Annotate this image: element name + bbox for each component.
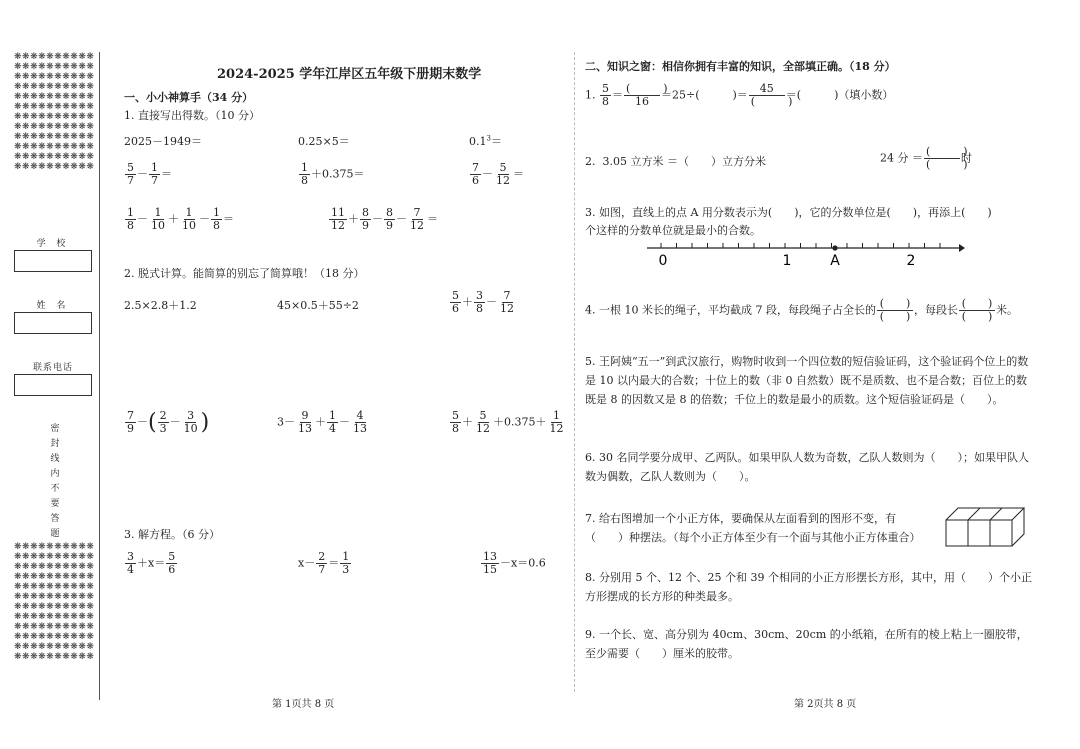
q1b: 0.25×5＝ [298,135,350,148]
q3a: $\frac{3}{4}$ ＋x＝ $\frac{5}{6}$ [127,550,176,576]
p2-q1: 1. $\frac{5}{8}$ ＝ $\frac{( )}{16}$ ＝25÷( )＝ $\frac{45}{( )}$ ＝( )（填小数） [585,82,894,108]
binding-divider [99,52,100,700]
seal-char: 答 [50,514,60,524]
seal-line-notice [48,422,62,542]
school-label: 学 校 [36,239,70,249]
q1c: $0.1^3=$ [469,134,502,148]
phone-label: 联系电话 [32,363,73,373]
exam-title: 2024-2025 学年江岸区五年级下册期末数学 [217,67,482,82]
p2-q5: 5. 王阿姨“五一”到武汉旅行，购物时收到一个四位数的短信验证码，这个验证码个位上的数是 10 以内最大的合数；十位上的数（非 0 自然数）既不是质数、也不是合数；百位上的数既是 8 的因数又是 8 的倍数；千位上的数是最小的质数。这个短信验证码是（ ）。 [585,355,1029,406]
seal-char: 内 [50,469,60,479]
decorative-border-bottom: ❋❋❋❋❋❋❋❋❋❋❋❋❋❋❋❋❋❋❋❋❋❋❋❋❋❋❋❋❋❋❋❋❋❋❋❋❋❋❋❋❋❋❋❋❋❋❋❋❋❋❋❋❋❋❋❋❋❋❋❋❋❋❋❋❋❋❋❋❋❋❋❋❋❋❋❋❋❋❋❋❋❋❋❋❋❋❋❋❋❋❋❋❋❋❋❋❋❋❋❋❋❋❋❋❋❋❋❋❋❋❋❋❋❋❋❋❋❋❋❋ [14,542,95,662]
name-field[interactable] [14,312,92,334]
p2-q8: 8. 分别用 5 个、12 个、25 个和 39 个相同的小正方形摆长方形，其中，用（ ）个小正方形摆成的长方形的种类最多。 [585,571,1032,603]
q2e: 3－ $\frac{9}{13}$ ＋ $\frac{1}{4}$ － $\frac{4}{13}$ [277,409,367,435]
q2c: $\frac{5}{6}$ ＋ $\frac{3}{8}$ － $\frac{7}{12}$ [452,289,514,315]
seal-char: 线 [50,454,60,464]
p2-q2: 2. 3.05 立方米 ＝（ ）立方分米 [585,155,766,168]
p2-q3-line2: 个这样的分数单位就是最小的合数。 [585,224,761,237]
binding-strip [14,52,98,700]
cube-stack-figure [944,504,1026,550]
q1h: $\frac{11}{12}$ ＋ $\frac{8}{9}$ － $\frac{8}{9}$ － $\frac{7}{12}$ ＝ [331,206,438,232]
page-divider [574,52,575,692]
school-field[interactable] [14,250,92,272]
p2-q4: 4. 一根 10 米长的绳子，平均截成 7 段，每段绳子占全长的 $\frac{( )}{( )}$ ，每段长 $\frac{( )}{( )}$ 米。 [585,297,1018,323]
numline-label-0: 0 [658,253,668,266]
q2d: $\frac{7}{9}$ －( $\frac{2}{3}$ － $\frac{3}{10}$ ) [127,409,210,435]
p2-q9: 9. 一个长、宽、高分别为 40cm、30cm、20cm 的小纸箱，在所有的棱上粘上一圈胶带，至少需要（ ）厘米的胶带。 [585,628,1028,660]
q2f: $\frac{5}{8}$ ＋ $\frac{5}{12}$ ＋0.375＋ $\frac{1}{12}$ [452,409,564,435]
number-line [645,238,965,266]
q2a: 2.5×2.8＋1.2 [124,299,197,312]
seal-char: 封 [50,439,60,449]
p2-q6: 6. 30 名同学要分成甲、乙两队。如果甲队人数为奇数，乙队人数则为（ ）；如果甲队人数为偶数，乙队人数则为（ ）。 [585,451,1029,483]
page2-footer: 第 2页共 8 页 [794,699,857,710]
section1-heading: 一、小小神算手（34 分） [124,91,254,104]
numline-label-2: 2 [906,253,916,266]
phone-field[interactable] [14,374,92,396]
p2-q2-right: 24 分 ＝ $\frac{( )}{( )}$ 时 [880,145,972,171]
q2-heading: 2. 脱式计算。能简算的别忘了简算哦！（18 分） [124,267,365,280]
numline-label-a: A [830,253,840,266]
q1f: $\frac{7}{6}$ － $\frac{5}{12}$ ＝ [472,161,524,187]
q1-heading: 1. 直接写出得数。（10 分） [124,109,260,122]
p2-q7-line1: 7. 给右图增加一个小正方体，要确保从左面看到的图形不变，有 [585,512,896,525]
q1e: $\frac{1}{8}$ ＋0.375＝ [301,161,365,187]
q3-heading: 3. 解方程。（6 分） [124,528,220,541]
numline-label-1: 1 [782,253,792,266]
q3b: x－ $\frac{2}{7}$ ＝ $\frac{1}{3}$ [298,550,350,576]
page1-footer: 第 1页共 8 页 [272,699,335,710]
q2b: 45×0.5＋55÷2 [277,299,359,312]
seal-char: 题 [50,529,60,539]
section2-heading: 二、知识之窗：相信你拥有丰富的知识，全部填正确。（18 分） [585,60,896,73]
q1a: 2025－1949＝ [124,135,202,148]
name-label: 姓 名 [36,301,70,311]
q3c: $\frac{13}{15}$ －x＝0.6 [483,550,546,576]
decorative-border-top: ❋❋❋❋❋❋❋❋❋❋❋❋❋❋❋❋❋❋❋❋❋❋❋❋❋❋❋❋❋❋❋❋❋❋❋❋❋❋❋❋❋❋❋❋❋❋❋❋❋❋❋❋❋❋❋❋❋❋❋❋❋❋❋❋❋❋❋❋❋❋❋❋❋❋❋❋❋❋❋❋❋❋❋❋❋❋❋❋❋❋❋❋❋❋❋❋❋❋❋❋❋❋❋❋❋❋❋❋❋❋❋❋❋❋❋❋❋❋❋❋ [14,52,95,172]
q1g: $\frac{1}{8}$ － $\frac{1}{10}$ ＋ $\frac{1}{10}$ － $\frac{1}{8}$ ＝ [127,206,234,232]
seal-char: 密 [50,424,60,434]
p2-q3-line1: 3. 如图，直线上的点 A 用分数表示为( )，它的分数单位是( )，再添上( ) [585,206,992,219]
seal-char: 要 [50,499,60,509]
p2-q7-line2: （ ）种摆法。（每个小正方体至少有一个面与其他小正方体重合） [585,531,921,544]
q1d: $\frac{5}{7}$ － $\frac{1}{7}$ ＝ [127,161,172,187]
seal-char: 不 [50,484,60,494]
point-a-marker [832,245,837,250]
